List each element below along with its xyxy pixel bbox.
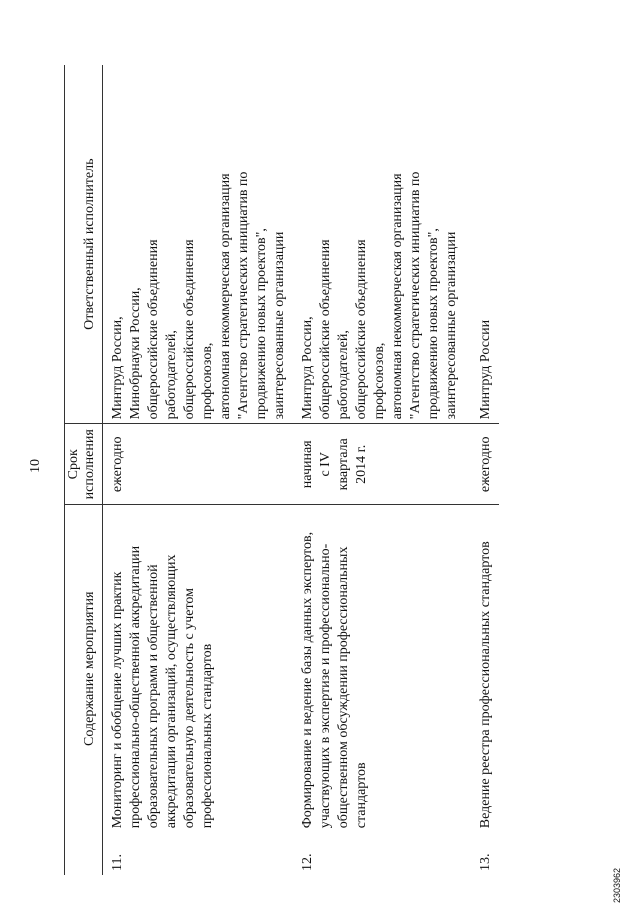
row-term: начиная с IV квартала 2014 г. (293, 424, 471, 505)
header-term: Срок исполнения (64, 424, 103, 505)
row-content: Формирование и ведение базы данных экспертов, участвующих в экспертизе и профессионально- общественном обсуждении профессиональных стандартов (300, 531, 369, 829)
header-content: Содержание мероприятия (64, 505, 103, 833)
table-row (103, 65, 294, 875)
row-term: ежегодно (103, 424, 294, 505)
page-number: 10 (28, 459, 43, 473)
header-responsible: Ответственный исполнитель (64, 65, 103, 424)
document-code: 2303962 (612, 867, 622, 903)
row-number: 11. (110, 854, 125, 871)
table-header-row (64, 65, 103, 875)
row-number: 13. (478, 853, 493, 871)
row-responsible: Минтруд России, Минобрнауки России, общероссийские объединения работодателей, общероссийские объединения профсоюзов, автономная некоммерческая организация "Агентство стратегических инициатив по продвижению новых проектов", заинтересованные организации (110, 171, 287, 420)
table-row (293, 65, 471, 875)
row-number: 12. (300, 853, 315, 871)
row-responsible: Минтруд России, общероссийские объединения работодателей, общероссийские объединения профсоюзов, автономная некоммерческая организация "Агентство стратегических инициатив по продвижению новых проектов", заинтересованные организации (300, 171, 459, 420)
header-number (64, 832, 103, 875)
row-responsible: Минтруд России (478, 319, 493, 420)
events-table (64, 65, 499, 875)
row-content: Мониторинг и обобщение лучших практик профессионально-общественной аккредитации образовательных программ и общественной аккредитации организаций, осуществляющих образовательную деятельность с учетом профессиональных стандартов (110, 545, 215, 829)
table-row (471, 65, 499, 875)
row-content: Ведение реестра профессиональных стандартов (478, 541, 493, 829)
row-term: ежегодно (471, 424, 499, 505)
